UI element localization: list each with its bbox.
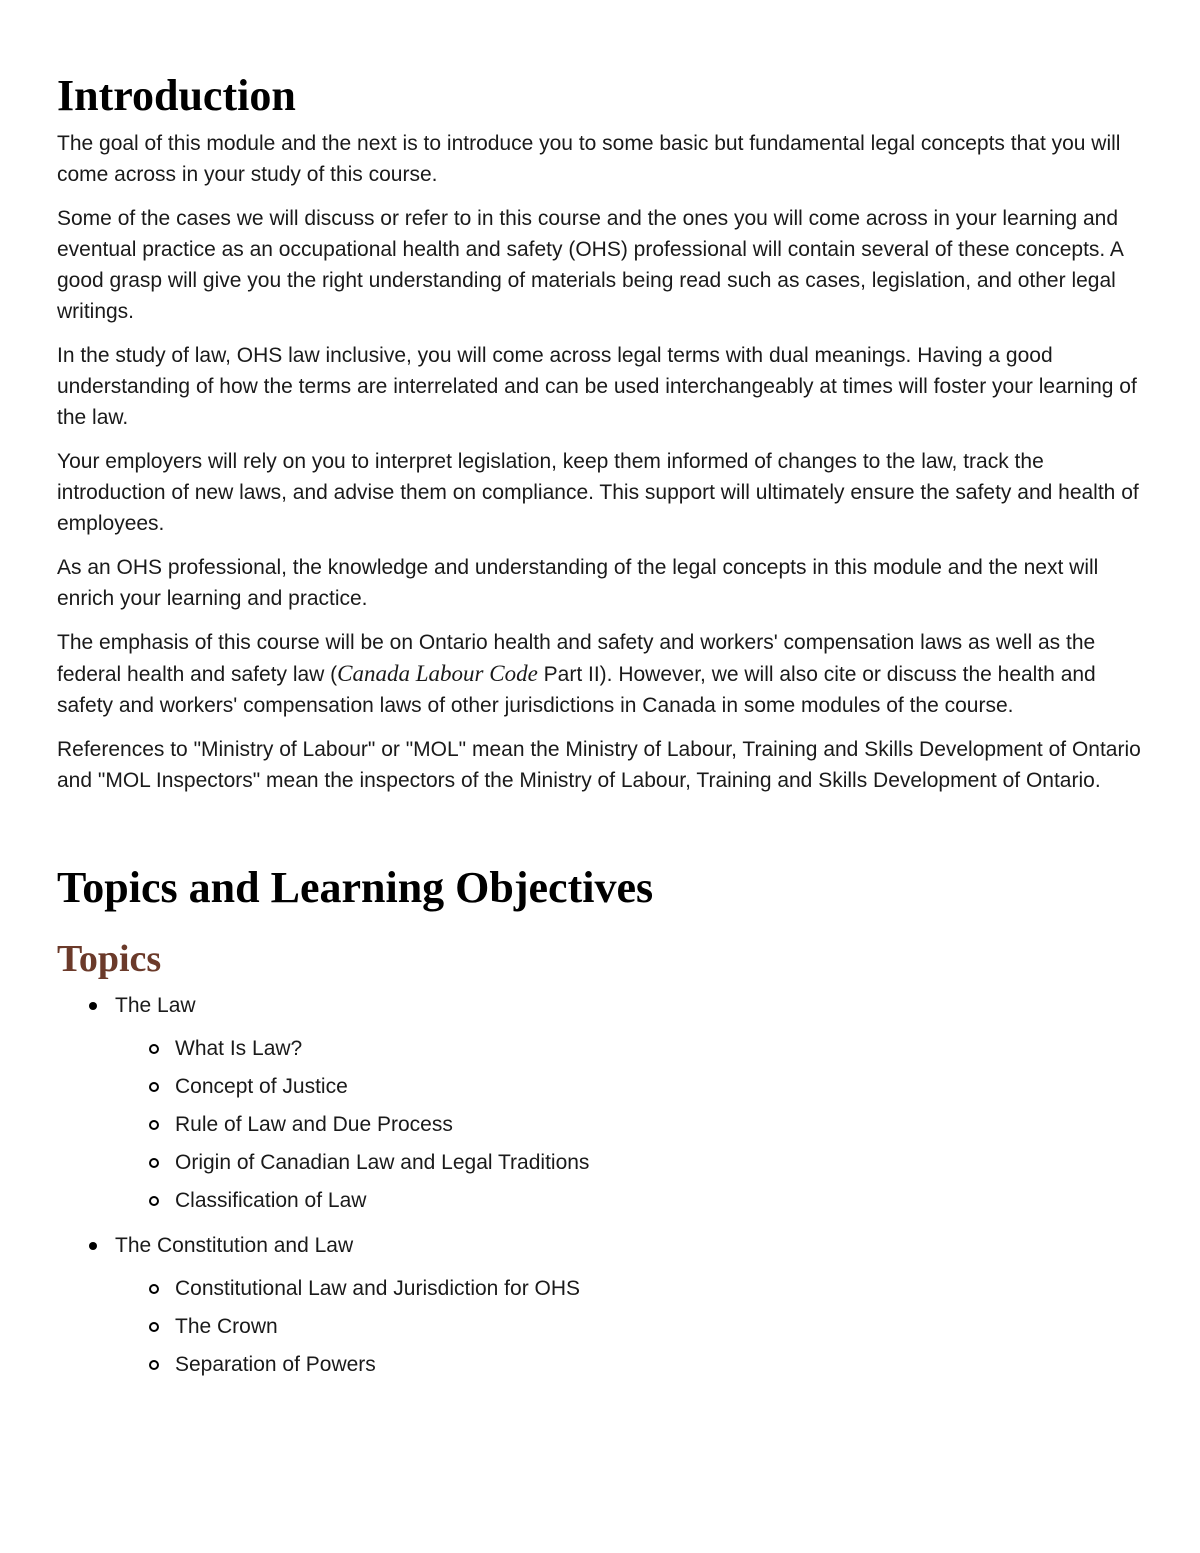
intro-paragraph-6 xyxy=(57,627,1142,721)
circle-bullet-icon xyxy=(149,1196,159,1206)
circle-bullet-icon xyxy=(149,1360,159,1370)
subtopic-item xyxy=(175,1349,1142,1380)
intro-paragraph-3: In the study of law, OHS law inclusive, you will come across legal terms with dual meanings. Having a good understanding of how the terms are interrelated and can be used interchangeably at times will foster your learning of the law. xyxy=(57,344,1137,429)
intro-paragraph-4: Your employers will rely on you to interpret legislation, keep them informed of changes to the law, track the introduction of new laws, and advise them on compliance. This support will ultimately ensure the safety and health of employees. xyxy=(57,450,1139,535)
intro-paragraph-1: The goal of this module and the next is to introduce you to some basic but fundamental legal concepts that you will come across in your study of this course. xyxy=(57,132,1121,186)
circle-bullet-icon xyxy=(149,1158,159,1168)
subtopic-label: Constitutional Law and Jurisdiction for OHS xyxy=(175,1277,581,1300)
subtopic-label: Origin of Canadian Law and Legal Traditions xyxy=(175,1151,590,1174)
topic-item xyxy=(115,1230,1142,1380)
topic-label: The Law xyxy=(115,994,196,1017)
disc-bullet-icon xyxy=(89,1242,97,1250)
subtopic-item xyxy=(175,1185,1142,1216)
subtopics-list xyxy=(115,1033,1142,1216)
subtopic-item xyxy=(175,1273,1142,1304)
topics-objectives-heading: Topics and Learning Objectives xyxy=(57,863,654,912)
subtopic-label: Rule of Law and Due Process xyxy=(175,1113,453,1136)
circle-bullet-icon xyxy=(149,1120,159,1130)
subtopic-label: The Crown xyxy=(175,1315,278,1338)
subtopic-label: Separation of Powers xyxy=(175,1353,376,1376)
document-page xyxy=(57,62,1142,1394)
subtopic-item xyxy=(175,1311,1142,1342)
subtopic-label: Classification of Law xyxy=(175,1189,367,1212)
intro-paragraph-5: As an OHS professional, the knowledge and understanding of the legal concepts in this module and the next will enrich your learning and practice. xyxy=(57,556,1099,610)
subtopic-label: Concept of Justice xyxy=(175,1075,348,1098)
intro-paragraph-7: References to "Ministry of Labour" or "MOL" mean the Ministry of Labour, Training and Skills Development of Ontario and "MOL Inspectors" mean the inspectors of the Ministry of Labour, Training and Skills Development of Ontario. xyxy=(57,738,1141,792)
subtopic-item xyxy=(175,1109,1142,1140)
subtopic-item xyxy=(175,1147,1142,1178)
subtopics-list xyxy=(115,1273,1142,1380)
topic-label: The Constitution and Law xyxy=(115,1234,354,1257)
topics-list xyxy=(57,990,1142,1380)
introduction-heading: Introduction xyxy=(57,71,296,120)
subtopic-label: What Is Law? xyxy=(175,1037,303,1060)
canada-labour-code-title: Canada Labour Code xyxy=(337,661,538,686)
topic-item xyxy=(115,990,1142,1216)
p6-text-before: The emphasis of this course will be on Ontario health and safety and workers' compensation laws as well as the federal health and safety law ( xyxy=(57,631,1096,686)
circle-bullet-icon xyxy=(149,1044,159,1054)
circle-bullet-icon xyxy=(149,1082,159,1092)
circle-bullet-icon xyxy=(149,1284,159,1294)
subtopic-item xyxy=(175,1033,1142,1064)
subtopic-item xyxy=(175,1071,1142,1102)
topics-subheading: Topics xyxy=(57,938,162,980)
intro-paragraph-2: Some of the cases we will discuss or refer to in this course and the ones you will come across in your learning and eventual practice as an occupational health and safety (OHS) professional will contain several of these concepts. A good grasp will give you the right understanding of materials being read such as cases, legislation, and other legal writings. xyxy=(57,207,1123,323)
disc-bullet-icon xyxy=(89,1002,97,1010)
p6-text-after: Part II). However, we will also cite or discuss the health and safety and workers' compensation laws of other jurisdictions in Canada in some modules of the course. xyxy=(57,663,1096,717)
circle-bullet-icon xyxy=(149,1322,159,1332)
